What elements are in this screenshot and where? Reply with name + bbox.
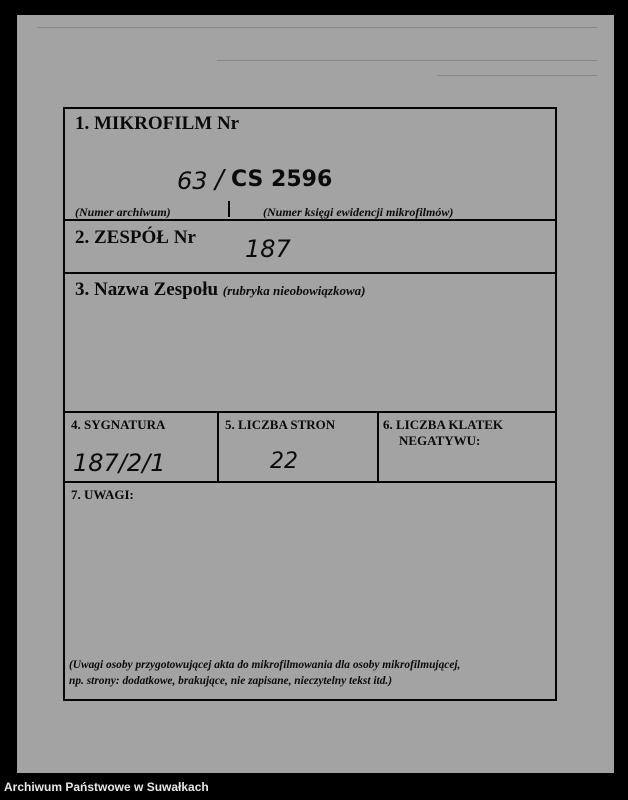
uwagi-note-line2: np. strony: dodatkowe, brakujące, nie zapisane, nieczytelny tekst itd.) (69, 675, 393, 687)
sygnatura-label: 4. SYGNATURA (71, 417, 166, 432)
liczba-stron-value: 22 (270, 449, 298, 474)
numer-ksiegi-label: (Numer księgi ewidencji mikrofilmów) (263, 205, 454, 219)
sygnatura-value: 187/2/1 (73, 449, 166, 477)
col-divider-1 (217, 411, 219, 481)
uwagi-note-line1: (Uwagi osoby przygotowującej akta do mikrofilmowania dla osoby mikrofilmującej, (69, 659, 461, 671)
zespol-label: 2. ZESPÓŁ Nr (75, 227, 196, 248)
archive-footer-label: Archiwum Państwowe w Suwałkach (0, 775, 222, 800)
liczba-klatek-label: 6. LICZBA KLATEK (383, 417, 504, 432)
mikrofilm-number-value: 63 (177, 167, 208, 195)
section4-bottom-line (65, 481, 555, 483)
negatywu-label: NEGATYWU: (399, 433, 481, 448)
col-divider-2 (377, 411, 379, 481)
section3-bottom-line (65, 411, 555, 413)
section1-bottom-line (65, 219, 555, 221)
mikrofilm-code-value: CS 2596 (231, 167, 333, 192)
mikrofilm-slash: / (215, 165, 224, 195)
nazwa-note: (rubryka nieobowiązkowa) (222, 283, 366, 298)
nazwa-label: 3. Nazwa Zespołu (75, 279, 219, 300)
section2-bottom-line (65, 272, 555, 274)
zespol-value: 187 (245, 235, 291, 263)
liczba-stron-label: 5. LICZBA STRON (225, 417, 336, 432)
nazwa-zespolu-label (75, 279, 365, 301)
microfilm-form (63, 107, 557, 701)
section1-divider (228, 201, 230, 217)
uwagi-label: 7. UWAGI: (71, 487, 134, 502)
numer-archiwum-label: (Numer archiwum) (75, 205, 171, 219)
mikrofilm-label: 1. MIKROFILM Nr (75, 113, 240, 134)
